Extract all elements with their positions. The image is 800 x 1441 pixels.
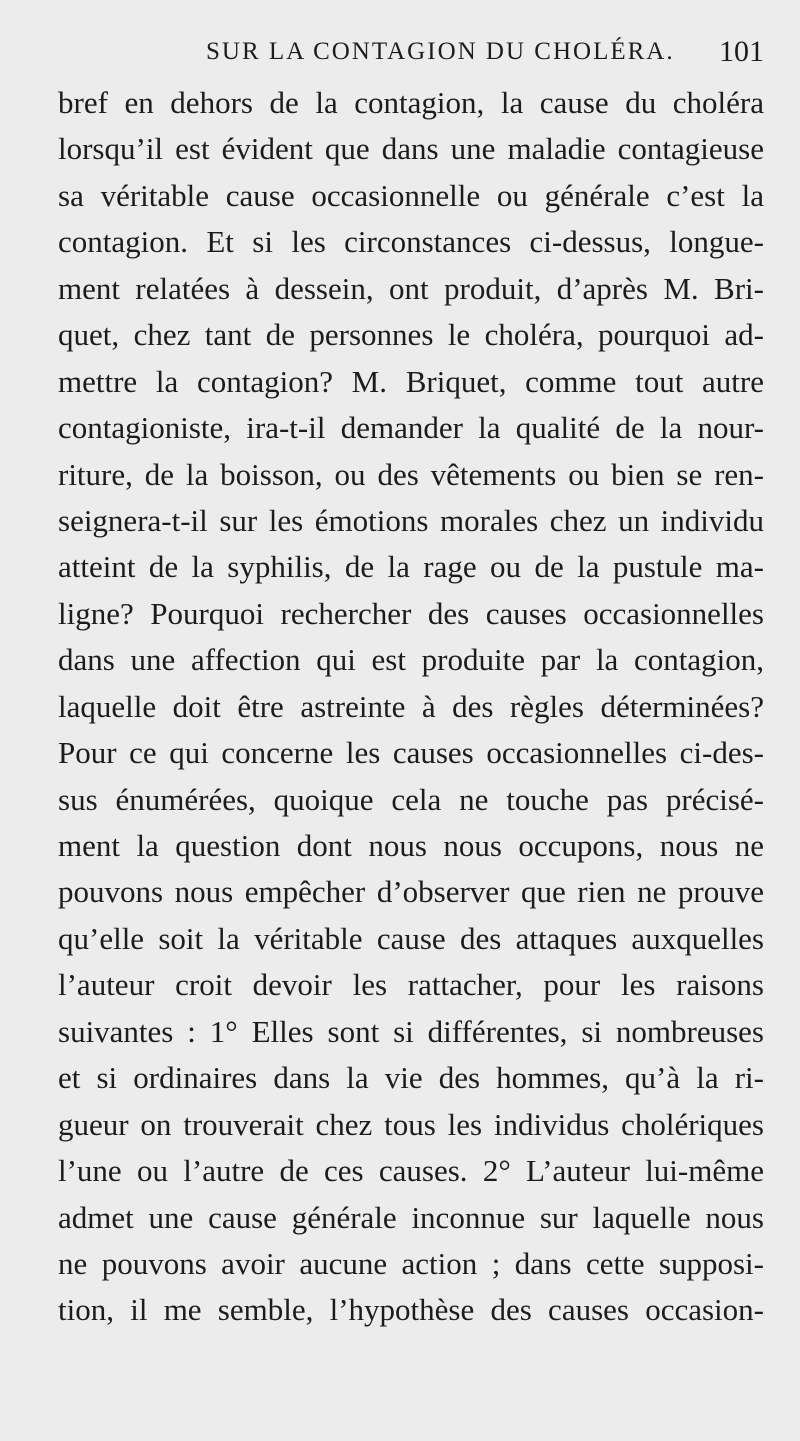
text-line: gueur on trouverait chez tous les individus cholériques [58, 1106, 764, 1142]
text-line: pouvons nous empêcher d’observer que rien ne prouve [58, 874, 764, 910]
text-line: et si ordinaires dans la vie des hommes, qu’à la ri- [58, 1060, 764, 1096]
text-line: dans une affection qui est produite par la contagion, [58, 642, 764, 678]
text-line: quet, chez tant de personnes le choléra, pourquoi ad- [58, 317, 764, 353]
text-line: contagioniste, ira-t-il demander la qualité de la nour- [58, 410, 764, 446]
text-line: l’une ou l’autre de ces causes. 2° L’auteur lui-même [58, 1153, 764, 1189]
body-text [58, 80, 778, 1334]
page-number: 101 [719, 35, 764, 68]
text-line: seignera-t-il sur les émotions morales chez un individu [58, 502, 764, 538]
text-line: laquelle doit être astreinte à des règles déterminées? [58, 688, 764, 724]
text-line: ne pouvons avoir aucune action ; dans cette supposi- [58, 1245, 764, 1281]
text-line: tion, il me semble, l’hypothèse des causes occasion- [58, 1292, 764, 1328]
text-line: bref en dehors de la contagion, la cause du choléra [58, 85, 764, 120]
text-line: admet une cause générale inconnue sur laquelle nous [58, 1199, 764, 1235]
page-header [58, 35, 764, 78]
text-line: Pour ce qui concerne les causes occasionnelles ci-des- [58, 735, 764, 771]
text-line: l’auteur croit devoir les rattacher, pour les raisons [58, 967, 764, 1003]
text-line: lorsqu’il est évident que dans une maladie contagieuse [58, 131, 764, 167]
text-line: mettre la contagion? M. Briquet, comme tout autre [58, 363, 764, 399]
text-line: ment relatées à dessein, ont produit, d’après M. Bri- [58, 270, 764, 306]
text-line: sus énumérées, quoique cela ne touche pas précisé- [58, 781, 764, 817]
text-line: riture, de la boisson, ou des vêtements ou bien se ren- [58, 456, 764, 492]
text-line: atteint de la syphilis, de la rage ou de la pustule ma- [58, 549, 764, 585]
text-line: sa véritable cause occasionnelle ou générale c’est la [58, 177, 764, 213]
running-title: SUR LA CONTAGION DU CHOLÉRA. [206, 38, 675, 65]
text-line: contagion. Et si les circonstances ci-dessus, longue- [58, 224, 764, 260]
text-line: suivantes : 1° Elles sont si différentes, si nombreuses [58, 1013, 764, 1049]
text-line: ment la question dont nous nous occupons, nous ne [58, 828, 764, 863]
text-line: ligne? Pourquoi rechercher des causes occasionnelles [58, 595, 764, 631]
text-line: qu’elle soit la véritable cause des attaques auxquelles [58, 920, 764, 956]
